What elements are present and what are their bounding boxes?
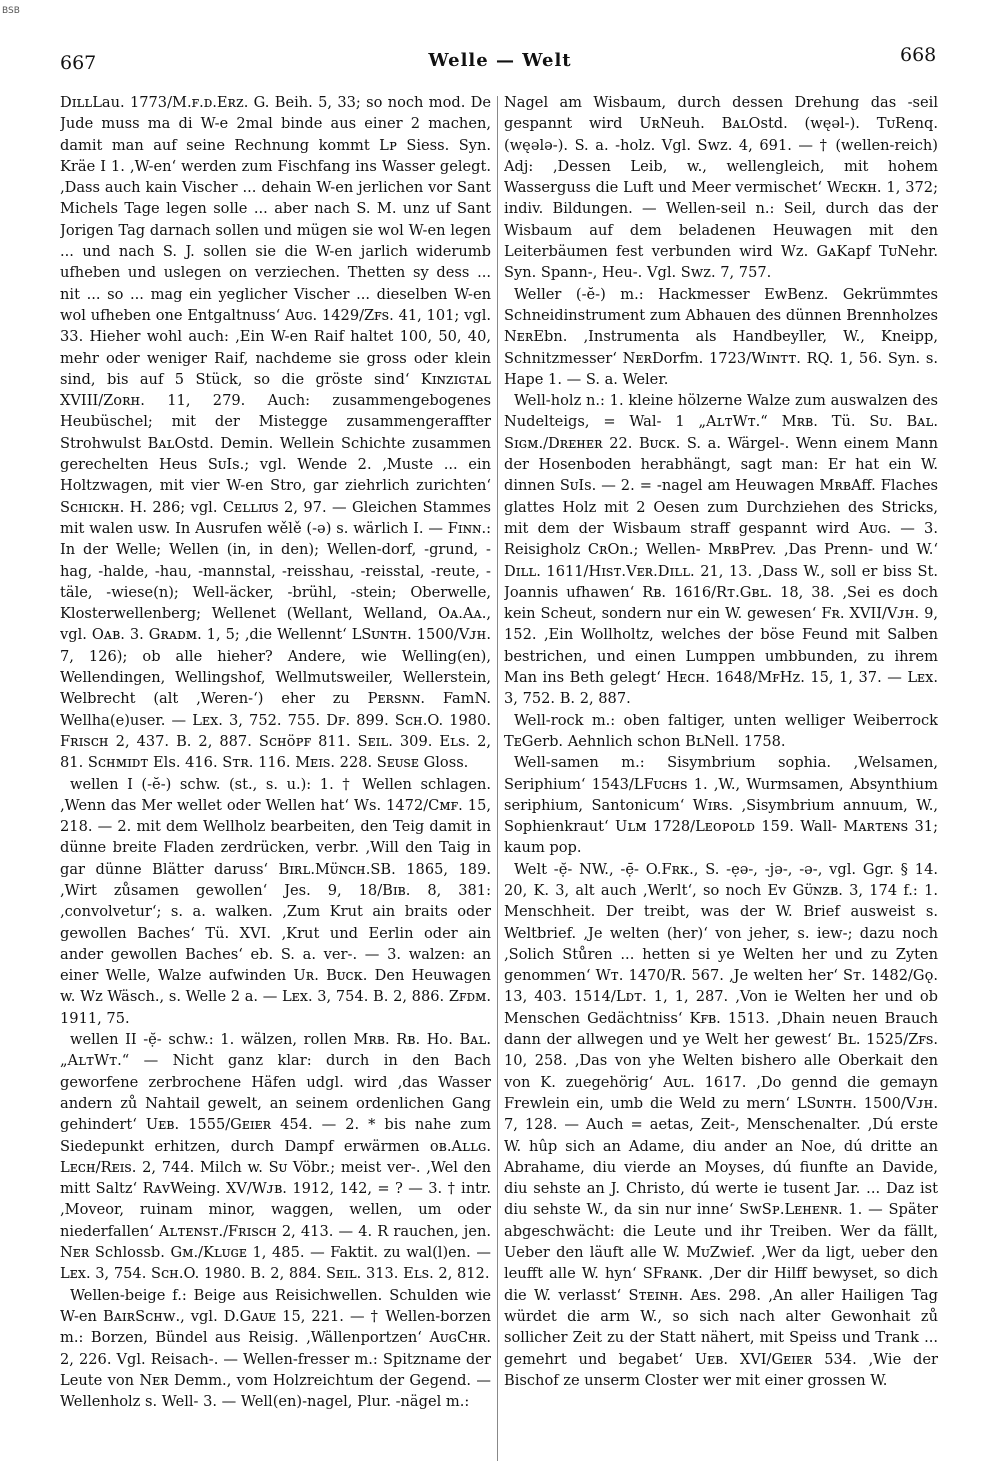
entry-welt: Welt -ẹ̆- NW., -ẹ̄- O.Fʀᴋ., S. -ẹə-, -jə-, -ə-, vgl. Ggr. § 14. 20, K. 3, alt auch ‚Werlt‘, so noch Eᴠ Gᴜ̈ɴᴢʙ. 3, 174 f.: 1. Menschheit. Der treibt, was der W. Brief ausweist s. Weltbrief. ‚Je welten (her)‘ von jeher, s. iew-; dazu noch ‚Solich Stůren ... hetten si ye Welten her und zu Zyten genommen‘ Wᴛ. 1470/R. 567. ‚Je welten her‘ Sᴛ. 1482/Gǫ. 13, 403. 1514/Lᴅᴛ. 1, 1, 287. ‚Von ie Welten her und ob Menschen Gedächtniss‘ Kꜰʙ. 1513. ‚Dhain neuen Brauch dann der allwegen und ye Welt her gewest‘ Bʟ. 1525/Zꜰs. 10, 258. ‚Das von yhe Welten bishero alle Oberkait den von K. zuegehörig‘ Aᴜʟ. 1617. ‚Do gennd die gemayn Frewlein ein, umb die Weld zu mern‘ LSᴜɴᴛʜ. 1500/Vᴊʜ. 7, 128. — Auch = aetas, Zeit-, Menschenalter. ‚Dú erste W. hûp sich an Adame, diu ander an Noe, dú dritte an Abrahame, diu vierde an Moyses, dú fiunfte an Davide, diu sehste an J. Christo, dú werte ie tusent Jar. ... Daz ist diu sehste W., da sin nur inne‘ SᴡSᴘ.Lᴇʜᴇɴʀ. 1. — Später abgeschwächt: die Leute und ihr Treiben. Wer da fällt, Ueber den läuft alle W. MᴜZwief. ‚Wer da ligt, ueber den leufft alle W. hyn‘ SFʀᴀɴᴋ. ‚Der dir Hilff bewyset, so dich die W. verlasst‘ Sᴛᴇɪɴʜ. Aᴇs. 298. ‚An aller Hailigen Tag würdet die arm W., so sich nach alter Gewonhait zů sollicher Zeit zu der Statt nähert, mit Speiss und Trank ... gemehrt und begabet‘ Uᴇʙ. XVI/Gᴇɪᴇʀ 534. ‚Wie der Bischof ze unserm Closter wer mit einer grossen W. [504, 860, 938, 1389]
page-number-right: 668 [900, 44, 937, 66]
running-title: Welle — Welt [428, 50, 572, 71]
entry-well-rock: Well-rock m.: oben faltiger, unten welliger Weiberrock TᴇGerb. Aehnlich schon BʟNell. 1758. [504, 711, 938, 750]
right-column [504, 92, 938, 1467]
page-header [0, 40, 1000, 80]
entry-weller: Weller (-ĕ-) m.: Hackmesser EᴡBenz. Gekrümmtes Schneidinstrument zum Abhauen des dünnen Brennholzes NᴇʀEbn. ‚Instrumenta als Handbeyller, W., Kneipp, Schnitzmesser‘ NᴇʀDorfm. 1723/Wɪɴᴛᴛ. RQ. 1, 56. Syn. s. Hape 1. — S. a. Weler. [504, 285, 938, 388]
page-number-left: 667 [60, 52, 97, 74]
entry-well-holz: Well-holz n.: 1. kleine hölzerne Walze zum auswalzen des Nudelteigs, = Wal- 1 „AʟᴛWᴛ.“ Mʀʙ. Tü. Sᴜ. Bᴀʟ. Sɪɢᴍ./Dʀᴇʜᴇʀ 22. Bᴜᴄᴋ. S. a. Wärgel-. Wenn einem Mann der Hosenboden herabhängt, sagt man: Er hat ein W. dinnen SᴜIs. — 2. = -nagel am Heuwagen MʀʙAff. Flaches glattes Holz mit 2 Oesen zum Durchziehen des Stricks, mit dem der Wisbaum straff gespannt wird Aᴜɢ. — 3. Reisigholz CʀOn.; Wellen- MʀʙPrev. ‚Das Prenn- und W.‘ Dɪʟʟ. 1611/Hɪsᴛ.Vᴇʀ.Dɪʟʟ. 21, 13. ‚Dass W., soll er biss St. Joannis ufhawen‘ Rʙ. 1616/Rᴛ.Gʙʟ. 18, 38. ‚Sei es doch kein Scheut, sondern nur ein W. gewesen‘ Fʀ. XVII/Vᴊʜ. 9, 152. ‚Ein Wollholtz, welches der böse Feund mit Salben bestrichen, und einen Lumppen umbbunden, zu ihrem Man ins Beth gelegt‘ Hᴇᴄʜ. 1648/MꜰHᴢ. 15, 1, 37. — Lᴇx. 3, 752. B. 2, 887. [504, 392, 938, 708]
entry-wellen-i: wellen I (-ĕ-) schw. (st., s. u.): 1. † Wellen schlagen. ‚Wenn das Mer wellet oder Wellen hat‘ Ws. 1472/Cᴍꜰ. 15, 218. — 2. mit dem Wellholz bearbeiten, den Teig damit in dünne breite Fladen zerdrücken, verbr. ‚Will den Taig in gar dünne Blätter daruss‘ Bɪʀʟ.Mᴜ̈ɴᴄʜ.SB. 1865, 189. ‚Wirt zůsamen gewollen‘ Jes. 9, 18/Bɪʙ. 8, 381: ‚convolvetur‘; s. a. walken. ‚Zum Krut ain braits oder gewollen Baches‘ Tü. XVI. ‚Krut und Eerlin oder ain ander gewollen Baches‘ eb. S. a. ver-. — 3. walzen: an einer Welle, Walze aufwinden Uʀ. Bᴜᴄᴋ. Den Heuwagen w. Wz Wäsch., s. Welle 2 a. — Lᴇx. 3, 754. B. 2, 886. Zꜰᴅᴍ. 1911, 75. [60, 775, 491, 1027]
entry-welle-continued: DɪʟʟLau. 1773/M.ꜰ.ᴅ.Eʀᴢ. G. Beih. 5, 33; so noch mod. De Jude muss ma di W-e 2mal binde aus einer 2 machen, damit man auf seine Rechnung kommt Lᴘ Siess. Syn. Kräe I 1. ‚W-en‘ werden zum Fischfang ins Wasser gelegt. ‚Dass auch kain Vischer ... dehain W-en jerlichen vor Sant Michels Tage legen solle ... aber nach S. M. unz uf Sant Jorigen Tag darnach sollen und mügen sie wol W-en legen ... und nach S. J. sollen sie die W-en jarlich widerumb ufheben und uslegen on verziechen. Thetten sy dess ... nit ... so ... mag ein yeglicher Vischer ... dieselben W-en wol ufheben one Entgaltnuss‘ Aᴜɢ. 1429/Zꜰs. 41, 101; vgl. 33. Hieher wohl auch: ‚Ein W-en Raif haltet 100, 50, 40, mehr oder weniger Raif, nachdeme sie gross oder klein sind, bis auf 5 Stück, so die gröste sind‘ Kɪɴᴢɪɢᴛᴀʟ XVIII/Zᴏʀʜ. 11, 279. Auch: zusammengebogenes Heubüschel; mit der Mistegge zusammengeraffter Strohwulst BᴀʟOstd. Demin. Wellein Schichte zusammen gerechelten Heus SᴜIs.; vgl. Wende 2. ‚Muste ... ein Holtzwagen, mit vier W-en Stro, gar ziehrlich zurichten‘ Sᴄʜɪᴄᴋʜ. H. 286; vgl. Cᴇʟʟɪᴜs 2, 97. — Gleichen Stammes mit walen usw. In Ausrufen wělě (-ə) s. wärlich I. — Fɪɴɴ.: In der Welle; Wellen (in, in den); Wellen-dorf, -grund, -hag, -halde, -hau, -mannstal, -reisshau, -reisstal, -reute, -täle, -wiese(n); Well-äcker, -brühl, -stein; Oberwelle, Klosterwellenberg; Wellenet (Wellant, Welland, Oᴀ.Aᴀ., vgl. Oᴀʙ. 3. Gʀᴀᴅᴍ. 1, 5; ‚die Wellennt‘ LSᴜɴᴛʜ. 1500/Vᴊʜ. 7, 126); ob alle hieher? Andere, wie Welling(en), Wellendingen, Wellingshof, Wellmutsweiler, Wellerstein, Welbrecht (alt ‚Weren-‘) eher zu Pᴇʀsɴɴ. FamN. Wellha(e)user. — Lᴇx. 3, 752. 755. Dꜰ. 899. Sᴄʜ.O. 1980. Fʀɪsᴄʜ 2, 437. B. 2, 887. Sᴄʜöᴘꜰ 811. Sᴇɪʟ. 309. Eʟs. 2, 81. Sᴄʜᴍɪᴅᴛ Els. 416. Sᴛʀ. 116. Mᴇɪs. 228. Sᴇᴜsᴇ Gloss. [60, 94, 491, 772]
entry-well-samen: Well-samen m.: Sisymbrium sophia. ‚Welsamen, Seriphium‘ 1543/LFᴜᴄʜs 1. ‚W., Wurmsamen, Absynthium seriphium, Santonicum‘ Wɪʀs. ‚Sisymbrium annuum, W., Sophienkraut‘ Uʟᴍ 1728/Lᴇᴏᴘᴏʟᴅ 159. Wall- Mᴀʀᴛᴇɴs 31; kaum pop. [504, 754, 938, 857]
left-column [60, 92, 491, 1467]
library-stamp: BSB [2, 6, 20, 16]
entry-wellen-ii: wellen II -ẹ̆- schw.: 1. wälzen, rollen Mʀʙ. Rʙ. Hᴏ. Bᴀʟ. „AʟᴛWᴛ.“ — Nicht ganz klar: durch in den Bach geworfene zerbrochene Häfen udgl. wird ‚das Wasser andern zů Nahtail gewelt, an seinem ordenlichen Gang gehindert‘ Uᴇʙ. 1555/Gᴇɪᴇʀ 454. — 2. * bis nahe zum Siedepunkt erhitzen, durch Dampf erwärmen ᴏʙ.Aʟʟɢ. Lᴇᴄʜ/Rᴇɪs. 2, 744. Milch w. Sᴜ Vöbr.; meist ver-. ‚Wel den mitt Saltz‘ RᴀᴠWeing. XV/Wᴊʙ. 1912, 142, = ? — 3. † intr. ‚Moveor, ruinam minor, waggen, wellen, um oder niederfallen‘ Aʟᴛᴇɴsᴛ./Fʀɪsᴄʜ 2, 413. — 4. R rauchen, jen. Nᴇʀ Schlossb. Gᴍ./Kʟᴜɢᴇ 1, 485. — Faktit. zu wal(l)en. — Lᴇx. 3, 754. Sᴄʜ.O. 1980. B. 2, 884. Sᴇɪʟ. 313. Eʟs. 2, 812. [60, 1031, 491, 1283]
entry-wellen-beige: Wellen-beige f.: Beige aus Reisichwellen. Schulden wie W-en BᴀɪʀSᴄʜᴡ., vgl. D.Gᴀᴜᴇ 15, 221. — † Wellen-borzen m.: Borzen, Bündel aus Reisig. ‚Wällenportzen‘ AᴜɢCʜʀ. 2, 226. Vgl. Reisach-. — Wellen-fresser m.: Spitzname der Leute von Nᴇʀ Demm., vom Holzreichtum der Gegend. — Wellenholz s. Well- 3. — Well(en)-nagel, Plur. -nägel m.: [60, 1286, 491, 1411]
entry-wellen-nagel-continued: Nagel am Wisbaum, durch dessen Drehung das -seil gespannt wird UʀNeuh. BᴀʟOstd. (węəl-). TᴜRenq. (węələ-). S. a. -holz. Vgl. Swz. 4, 691. — † (wellen-reich) Adj: ‚Dessen Leib, w., wellengleich, mit hohem Wasserguss die Luft und Meer vermischet‘ Wᴇᴄᴋʜ. 1, 372; indiv. Bildungen. — Wellen-seil n.: Seil, durch das der Wisbaum auf dem beladenen Heuwagen mit den Leiterbäumen fest verbunden wird Wᴢ. GᴀKapf TᴜNehr. Syn. Spann-, Heu-. Vgl. Swz. 7, 757. [504, 94, 938, 282]
column-divider [497, 96, 498, 1461]
